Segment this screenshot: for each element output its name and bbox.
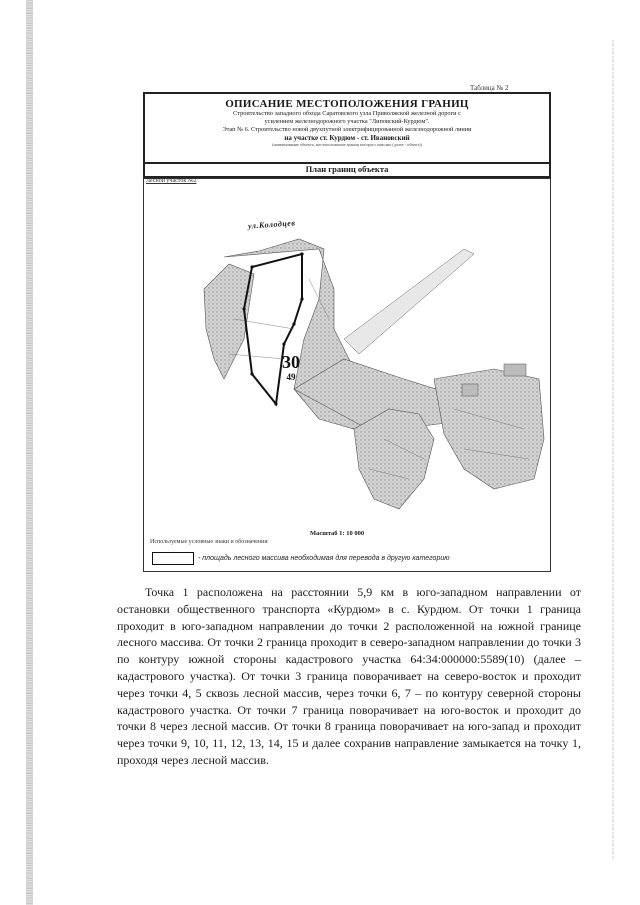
map-frame (143, 178, 551, 572)
parcel-small-2 (462, 384, 478, 396)
plan-title: План границ объекта (145, 162, 549, 176)
document-title: ОПИСАНИЕ МЕСТОПОЛОЖЕНИЯ ГРАНИЦ (225, 98, 469, 110)
header-line-2: усилением железнодорожного участка "Липовский-Курдюм". (264, 118, 430, 125)
map-scale: Масштаб 1: 10 000 (310, 530, 365, 537)
cadastral-map (144, 179, 550, 571)
header-line-3: Этап № 6. Строительство новой двухпутной электрифицированной железнодорожной линии (222, 126, 472, 133)
plot-label: Лесной участок №2 (146, 178, 197, 184)
legend-swatch (152, 552, 194, 565)
header-subnote: (наименование объекта, местоположение границ которого описано (далее - объект)) (272, 142, 422, 147)
scan-edge-right (612, 40, 614, 860)
parcel-east (434, 369, 544, 489)
quarter-sub: 49 (286, 372, 296, 382)
quarter-number (282, 352, 300, 382)
street-label: ул.Колодцев (247, 218, 296, 231)
parcel-south (354, 409, 434, 509)
header-line-4: на участке ст. Курдюм - ст. Ивановский (284, 134, 410, 142)
appendix-label: Таблица № 2 (470, 84, 509, 92)
road-wedge (344, 249, 474, 354)
header-line-1: Строительство западного обхода Саратовского узла Приволжской железной дороги с (233, 110, 461, 117)
header-box (143, 92, 551, 178)
scan-edge-left (26, 0, 33, 905)
legend-item: - площадь лесного массива необходимая для перевода в другую категорию (198, 555, 450, 562)
boundary-description: Точка 1 расположена на расстоянии 5,9 км в юго-западном направлении от остановки общественного транспорта «Курдюм» в с. Курдюм. От точки 1 граница проходит в юго-западном направлении до точки 2 расположенной на южной границе лесного массива. От точки 2 граница проходит в северо-западном направлении до точки 3 по контуру южной стороны кадастрового участка 64:34:000000:5589(10) (далее – кадастрового участка). От точки 3 граница поворачивает на северо-восток и проходит через точки 4, 5 сквозь лесной массив, через точки 6, 7 – по контуру северной стороны кадастрового участка. От точки 7 граница поворачивает на юго-восток и проходит до точки 8 через лесной массив. От точки 8 граница поворачивает на юго-запад и проходит через точки 9, 10, 11, 12, 13, 14, 15 и далее сохранив направление замыкается на точку 1, проходя через лесной массив. (117, 585, 581, 767)
quarter-number-value: 30 (282, 352, 300, 372)
legend-heading: Используемые условные знаки и обозначения: (150, 539, 269, 545)
parcel-small-1 (504, 364, 526, 376)
